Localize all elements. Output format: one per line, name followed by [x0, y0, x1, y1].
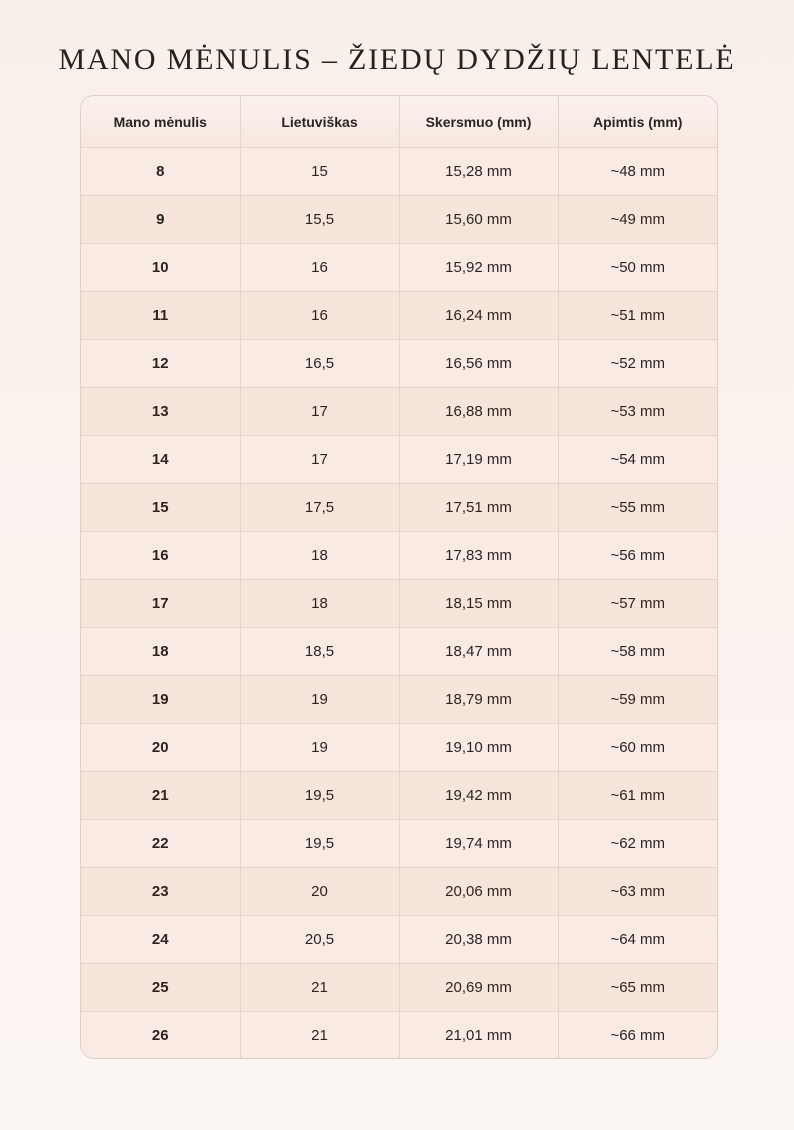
cell-lithuanian: 19,5 [240, 820, 399, 868]
cell-diameter: 20,69 mm [399, 964, 558, 1012]
cell-diameter: 19,42 mm [399, 772, 558, 820]
cell-lithuanian: 21 [240, 1012, 399, 1060]
table-row [81, 340, 717, 388]
cell-size: 8 [81, 148, 240, 196]
cell-diameter: 16,24 mm [399, 292, 558, 340]
cell-diameter: 20,38 mm [399, 916, 558, 964]
cell-diameter: 19,10 mm [399, 724, 558, 772]
cell-circumference: ~58 mm [558, 628, 717, 676]
table-row [81, 580, 717, 628]
header-mano-menulis: Mano mėnulis [81, 96, 240, 148]
table-row [81, 676, 717, 724]
cell-size: 16 [81, 532, 240, 580]
cell-lithuanian: 18,5 [240, 628, 399, 676]
cell-circumference: ~59 mm [558, 676, 717, 724]
cell-circumference: ~63 mm [558, 868, 717, 916]
table-row [81, 772, 717, 820]
cell-size: 23 [81, 868, 240, 916]
cell-diameter: 17,83 mm [399, 532, 558, 580]
cell-circumference: ~53 mm [558, 388, 717, 436]
cell-circumference: ~51 mm [558, 292, 717, 340]
cell-circumference: ~66 mm [558, 1012, 717, 1060]
cell-lithuanian: 16,5 [240, 340, 399, 388]
cell-diameter: 18,47 mm [399, 628, 558, 676]
cell-circumference: ~62 mm [558, 820, 717, 868]
table-row [81, 292, 717, 340]
cell-lithuanian: 16 [240, 244, 399, 292]
cell-lithuanian: 21 [240, 964, 399, 1012]
cell-size: 12 [81, 340, 240, 388]
table-row [81, 868, 717, 916]
cell-circumference: ~54 mm [558, 436, 717, 484]
cell-diameter: 16,88 mm [399, 388, 558, 436]
cell-size: 13 [81, 388, 240, 436]
cell-diameter: 17,19 mm [399, 436, 558, 484]
cell-lithuanian: 18 [240, 580, 399, 628]
cell-diameter: 21,01 mm [399, 1012, 558, 1060]
cell-circumference: ~55 mm [558, 484, 717, 532]
ring-size-table-container [80, 95, 718, 1059]
cell-diameter: 19,74 mm [399, 820, 558, 868]
cell-circumference: ~64 mm [558, 916, 717, 964]
table-row [81, 1012, 717, 1060]
cell-size: 15 [81, 484, 240, 532]
cell-lithuanian: 19,5 [240, 772, 399, 820]
cell-lithuanian: 16 [240, 292, 399, 340]
cell-diameter: 16,56 mm [399, 340, 558, 388]
cell-circumference: ~61 mm [558, 772, 717, 820]
table-row [81, 388, 717, 436]
cell-size: 19 [81, 676, 240, 724]
cell-size: 14 [81, 436, 240, 484]
cell-lithuanian: 15 [240, 148, 399, 196]
header-skersmuo: Skersmuo (mm) [399, 96, 558, 148]
cell-size: 24 [81, 916, 240, 964]
cell-size: 21 [81, 772, 240, 820]
table-row [81, 916, 717, 964]
cell-lithuanian: 17 [240, 388, 399, 436]
cell-size: 20 [81, 724, 240, 772]
cell-diameter: 17,51 mm [399, 484, 558, 532]
cell-size: 11 [81, 292, 240, 340]
cell-lithuanian: 17 [240, 436, 399, 484]
cell-diameter: 15,92 mm [399, 244, 558, 292]
cell-lithuanian: 20,5 [240, 916, 399, 964]
table-row [81, 196, 717, 244]
table-header-row [81, 96, 717, 148]
cell-size: 18 [81, 628, 240, 676]
cell-diameter: 15,28 mm [399, 148, 558, 196]
header-lietuviskas: Lietuviškas [240, 96, 399, 148]
table-body [81, 148, 717, 1060]
cell-size: 10 [81, 244, 240, 292]
cell-lithuanian: 18 [240, 532, 399, 580]
cell-size: 25 [81, 964, 240, 1012]
cell-circumference: ~49 mm [558, 196, 717, 244]
cell-circumference: ~52 mm [558, 340, 717, 388]
cell-diameter: 18,15 mm [399, 580, 558, 628]
cell-circumference: ~56 mm [558, 532, 717, 580]
cell-lithuanian: 19 [240, 676, 399, 724]
cell-lithuanian: 20 [240, 868, 399, 916]
header-apimtis: Apimtis (mm) [558, 96, 717, 148]
cell-lithuanian: 19 [240, 724, 399, 772]
cell-lithuanian: 15,5 [240, 196, 399, 244]
table-row [81, 484, 717, 532]
table-row [81, 820, 717, 868]
table-row [81, 436, 717, 484]
table-row [81, 724, 717, 772]
cell-size: 9 [81, 196, 240, 244]
table-row [81, 532, 717, 580]
ring-size-table [81, 96, 717, 1059]
cell-circumference: ~57 mm [558, 580, 717, 628]
cell-diameter: 15,60 mm [399, 196, 558, 244]
table-row [81, 964, 717, 1012]
cell-diameter: 18,79 mm [399, 676, 558, 724]
cell-size: 22 [81, 820, 240, 868]
table-row [81, 628, 717, 676]
cell-circumference: ~65 mm [558, 964, 717, 1012]
page-title: MANO MĖNULIS – ŽIEDŲ DYDŽIŲ LENTELĖ [58, 43, 736, 76]
cell-size: 17 [81, 580, 240, 628]
cell-circumference: ~50 mm [558, 244, 717, 292]
cell-circumference: ~48 mm [558, 148, 717, 196]
cell-circumference: ~60 mm [558, 724, 717, 772]
table-row [81, 244, 717, 292]
table-row [81, 148, 717, 196]
cell-diameter: 20,06 mm [399, 868, 558, 916]
cell-lithuanian: 17,5 [240, 484, 399, 532]
cell-size: 26 [81, 1012, 240, 1060]
